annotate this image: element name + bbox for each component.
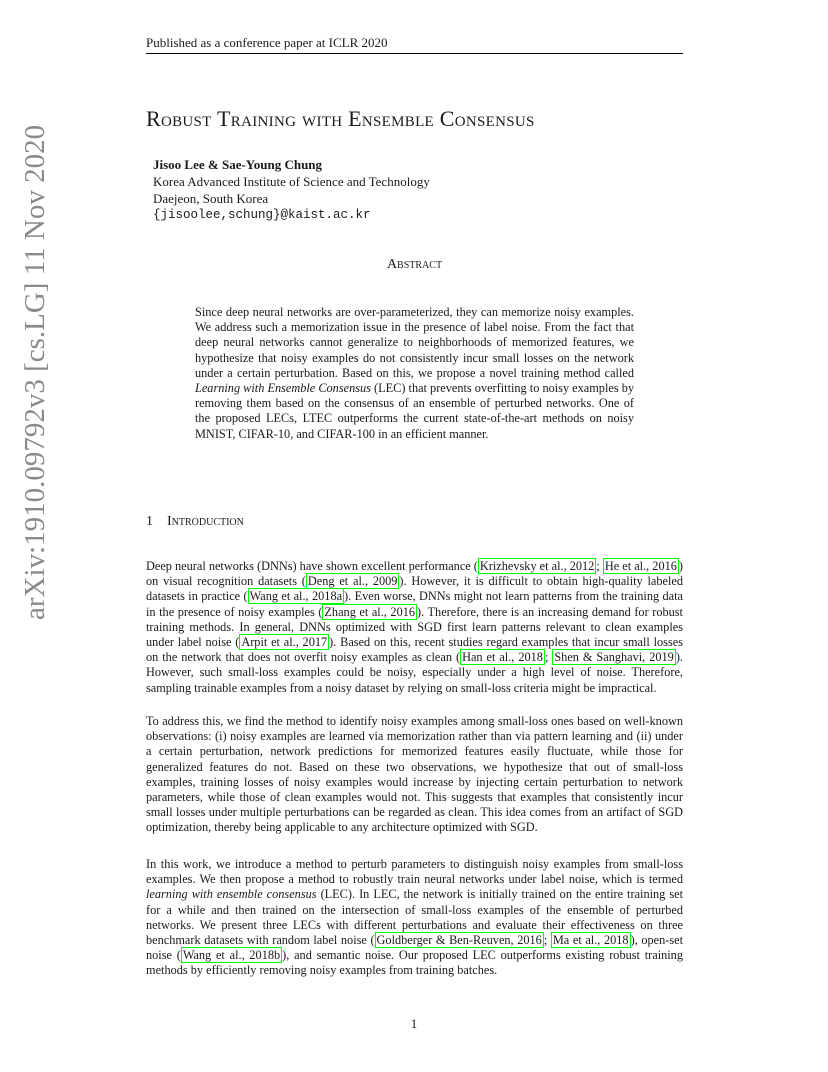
paragraph-text: ). Even worse, DNNs might not learn patterns from the training data in the presence of noisy examples ( xyxy=(146,589,683,619)
citation-link[interactable]: Arpit et al., 2017 xyxy=(241,635,328,650)
paragraph-text: ). However, it is difficult to obtain high-quality labeled datasets in practice ( xyxy=(146,574,683,604)
paragraph-text: ). Therefore, there is an increasing demand for robust training methods. In general, DNNs optimized with SGD first learn patterns relevant to clean examples under label noise ( xyxy=(146,604,683,650)
paragraph-text: ), and semantic noise. Our proposed LEC outperforms existing robust training methods by efficiently removing noisy examples from training batches. xyxy=(146,948,683,978)
citation-link[interactable]: Han et al., 2018 xyxy=(462,650,543,665)
intro-paragraph-1 xyxy=(146,559,683,696)
paragraph-text: ). Based on this, recent studies regard examples that incur small losses on the network that does not overfit noisy examples as clean ( xyxy=(146,635,683,665)
author-names: Jisoo Lee & Sae-Young Chung xyxy=(153,157,323,172)
paragraph-text: In this work, we introduce a method to perturb parameters to distinguish noisy examples from small-loss examples. We then propose a method to robustly train neural networks under label noise, which is termed xyxy=(146,857,683,887)
abstract-text: Since deep neural networks are over-parameterized, they can memorize noisy examples. We address such a memorization issue in the presence of label noise. From the fact that deep neural networks cannot generalize to neighborhoods of memorized features, we hypothesize that noisy examples do not consistently incur small losses on the network under a certain perturbation. Based on this, we propose a novel training method called xyxy=(195,305,634,380)
citation-link[interactable]: Shen & Sanghavi, 2019 xyxy=(554,650,674,665)
section-heading-introduction xyxy=(146,514,244,530)
paragraph-text: ). However, such small-loss examples could be noisy, especially under a high level of noise. Therefore, sampling trainable examples from a noisy dataset by relying on small-loss criteria might be impractical. xyxy=(146,650,683,695)
citation-link[interactable]: He et al., 2016 xyxy=(604,559,677,573)
page-number: 1 xyxy=(410,1016,418,1031)
paragraph-text: ; xyxy=(543,933,551,948)
author-email[interactable]: {jisoolee,schung}@kaist.ac.kr xyxy=(153,208,371,222)
paragraph-term: learning with ensemble consensus xyxy=(146,887,317,902)
intro-paragraph-2: To address this, we find the method to identify noisy examples among small-loss ones based on well-known observations: (i) noisy examples are learned via memorization rather than via pattern learning and (ii) under a certain perturbation, network predictions for memorized features easily fluctuate, while those for generalized features do not. Based on these two observations, we hypothesize that out of small-loss examples, training losses of noisy examples would increase by injecting certain perturbation to network parameters, while those of clean examples would not. This suggests that examples that consistently incur small losses under multiple perturbations can be regarded as clean. This idea comes from an artifact of SGD optimization, thereby being applicable to any architecture optimized with SGD. xyxy=(146,714,683,835)
paragraph-text: ; xyxy=(544,650,553,665)
citation-link[interactable]: Zhang et al., 2016 xyxy=(324,604,416,619)
abstract-heading: Abstract xyxy=(386,257,443,272)
citation-link[interactable]: Krizhevsky et al., 2012 xyxy=(479,559,595,573)
paragraph-text: ), open-set noise ( xyxy=(146,933,684,963)
abstract-text: (LEC) that prevents overfitting to noisy examples by removing them based on the consensus of an ensemble of perturbed networks. One of the proposed LECs, LTEC outperforms the current state-of-the-art methods on noisy MNIST, CIFAR-10, and CIFAR-100 in an efficient manner. xyxy=(195,381,634,441)
abstract-body xyxy=(195,305,634,442)
paragraph-text: (LEC). In LEC, the network is initially trained on the entire training set for a while and then trained on the intersection of small-loss examples of the ensemble of perturbed networks. We present three LECs with different perturbations and evaluate their effectiveness on three benchmark datasets with random label noise ( xyxy=(146,887,683,948)
running-header: Published as a conference paper at ICLR 2020 xyxy=(146,35,388,50)
citation-link[interactable]: Wang et al., 2018a xyxy=(249,589,343,604)
header-rule xyxy=(146,53,683,54)
section-number: 1 xyxy=(146,514,153,529)
author-block xyxy=(153,156,430,224)
author-location: Daejeon, South Korea xyxy=(153,191,269,206)
abstract-term: Learning with Ensemble Consensus xyxy=(195,381,371,396)
author-affiliation: Korea Advanced Institute of Science and Technology xyxy=(153,174,430,189)
citation-link[interactable]: Wang et al., 2018b xyxy=(182,948,281,963)
paragraph-text: ; xyxy=(596,559,603,573)
citation-link[interactable]: Goldberger & Ben-Reuven, 2016 xyxy=(376,933,542,948)
paragraph-text: ) on visual recognition datasets ( xyxy=(146,559,683,589)
paragraph-text: Deep neural networks (DNNs) have shown excellent performance ( xyxy=(146,559,478,573)
intro-paragraph-3 xyxy=(146,857,683,979)
section-title: Introduction xyxy=(167,514,244,529)
paper-title: Robust Training with Ensemble Consensus xyxy=(146,106,535,131)
arxiv-sidebar-stamp[interactable]: arXiv:1910.09792v3 [cs.LG] 11 Nov 2020 xyxy=(19,124,51,620)
citation-link[interactable]: Ma et al., 2018 xyxy=(552,933,629,948)
citation-link[interactable]: Deng et al., 2009 xyxy=(307,574,398,589)
